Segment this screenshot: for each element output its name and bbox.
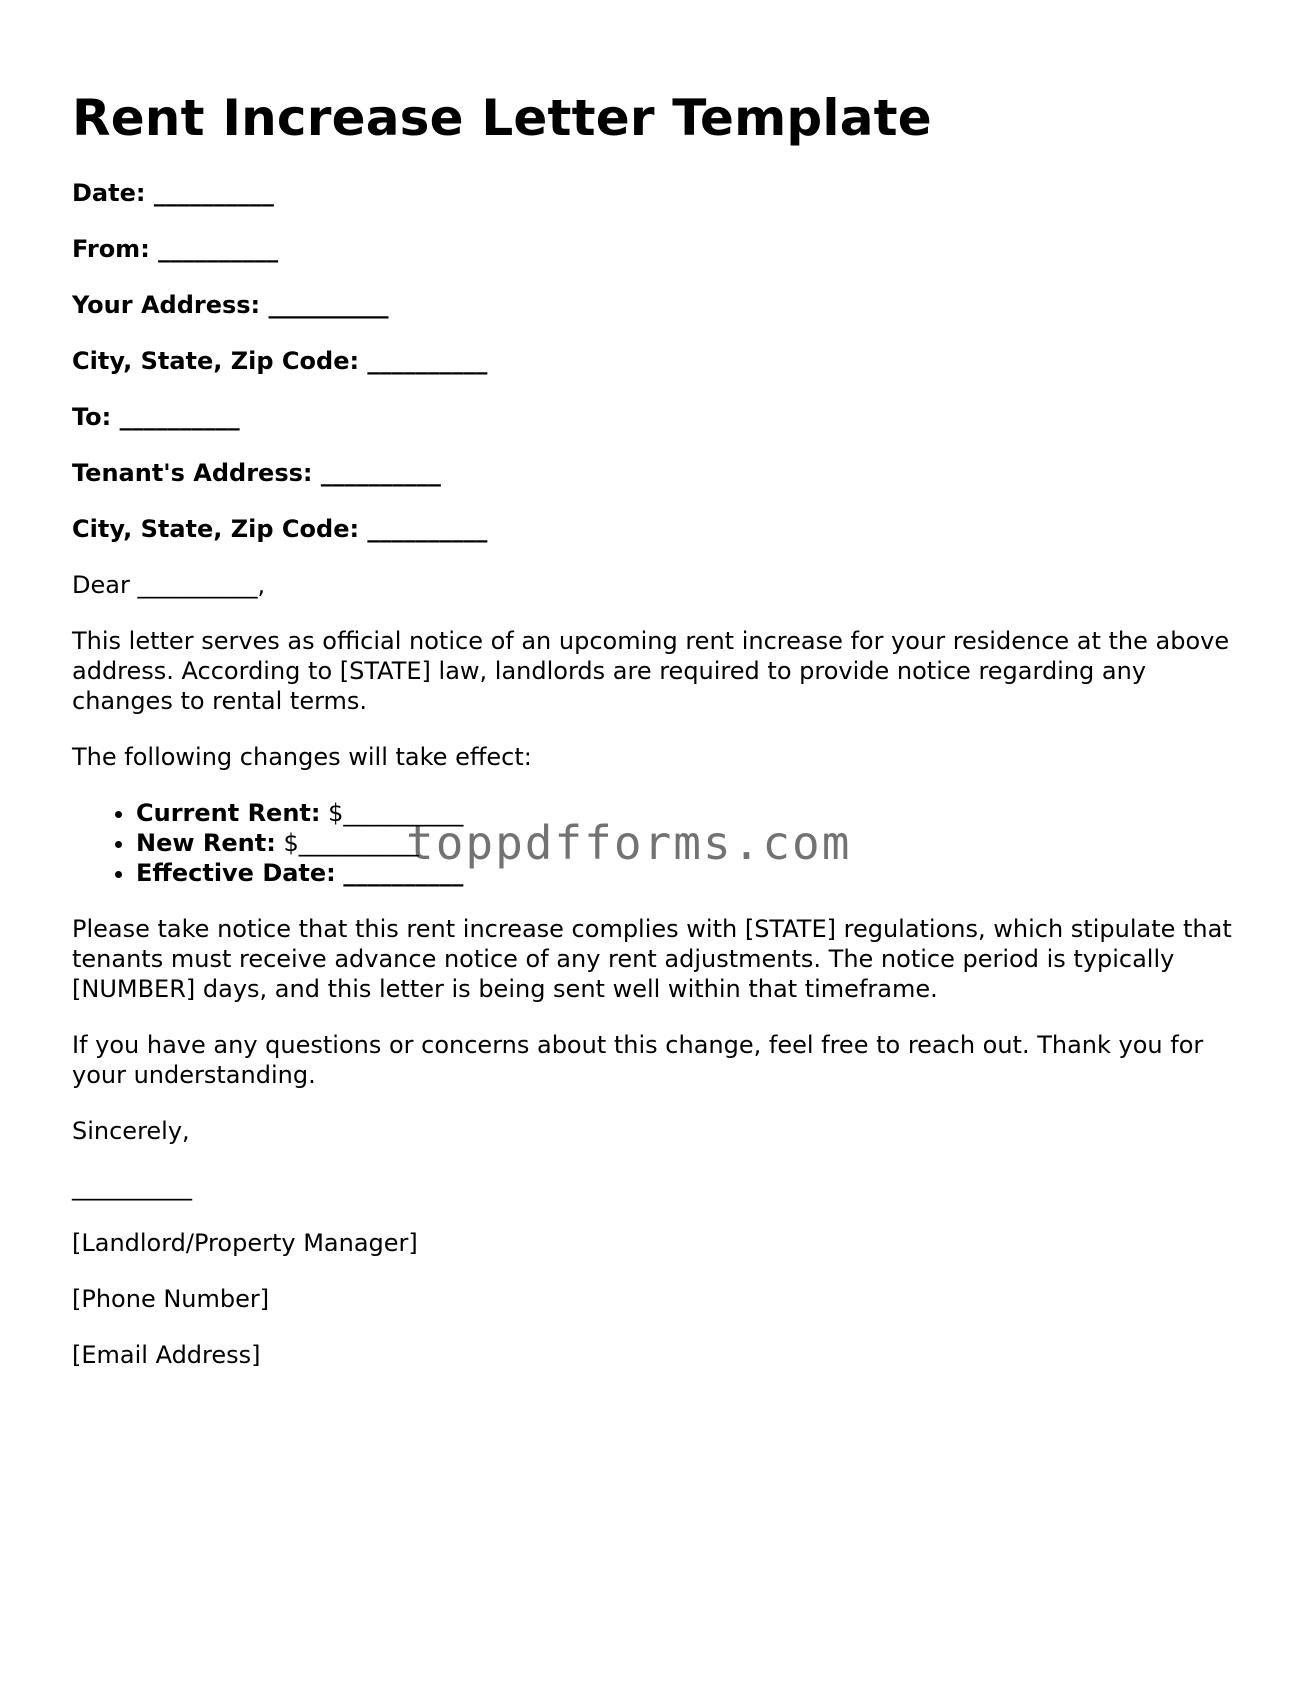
from-field: From: __________ [72,235,279,263]
changes-list [72,798,1242,888]
sender-city-state-zip-field: City, State, Zip Code: __________ [72,347,488,375]
tenant-city-state-zip-field: City, State, Zip Code: __________ [72,515,488,543]
list-item-effective-date: • Effective Date: __________ [136,858,1242,888]
intro-paragraph: This letter serves as official notice of an upcoming rent increase for your residence at the above address. According to [STATE] law, landlords are required to provide notice regarding any changes to rental terms. [72,627,1230,715]
signer-name: [Landlord/Property Manager] [72,1229,418,1257]
list-item-new-rent: • New Rent: $__________ [136,828,1242,858]
header-fields [72,178,1242,544]
compliance-paragraph: Please take notice that this rent increase complies with [STATE] regulations, which stipulate that tenants must receive advance notice of any rent adjustments. The notice period is typically [NUMBER] days, and this letter is being sent well within that timeframe. [72,915,1232,1003]
tenant-address-field: Tenant's Address: __________ [72,459,441,487]
date-field: Date: __________ [72,179,274,207]
your-address-field: Your Address: __________ [72,291,389,319]
signoff: Sincerely, [72,1117,190,1145]
changes-intro: The following changes will take effect: [72,743,532,771]
closing-paragraph: If you have any questions or concerns about this change, feel free to reach out. Thank you for your understanding. [72,1031,1204,1089]
signature-line: __________ [72,1173,192,1201]
salutation: Dear __________, [72,571,266,599]
to-field: To: __________ [72,403,240,431]
page-title: Rent Increase Letter Template [72,89,932,147]
signer-email: [Email Address] [72,1341,261,1369]
list-item-current-rent: • Current Rent: $__________ [136,798,1242,828]
watermark: toppdfforms.com [406,816,852,870]
signer-phone: [Phone Number] [72,1285,270,1313]
letter-page [72,88,1242,1396]
